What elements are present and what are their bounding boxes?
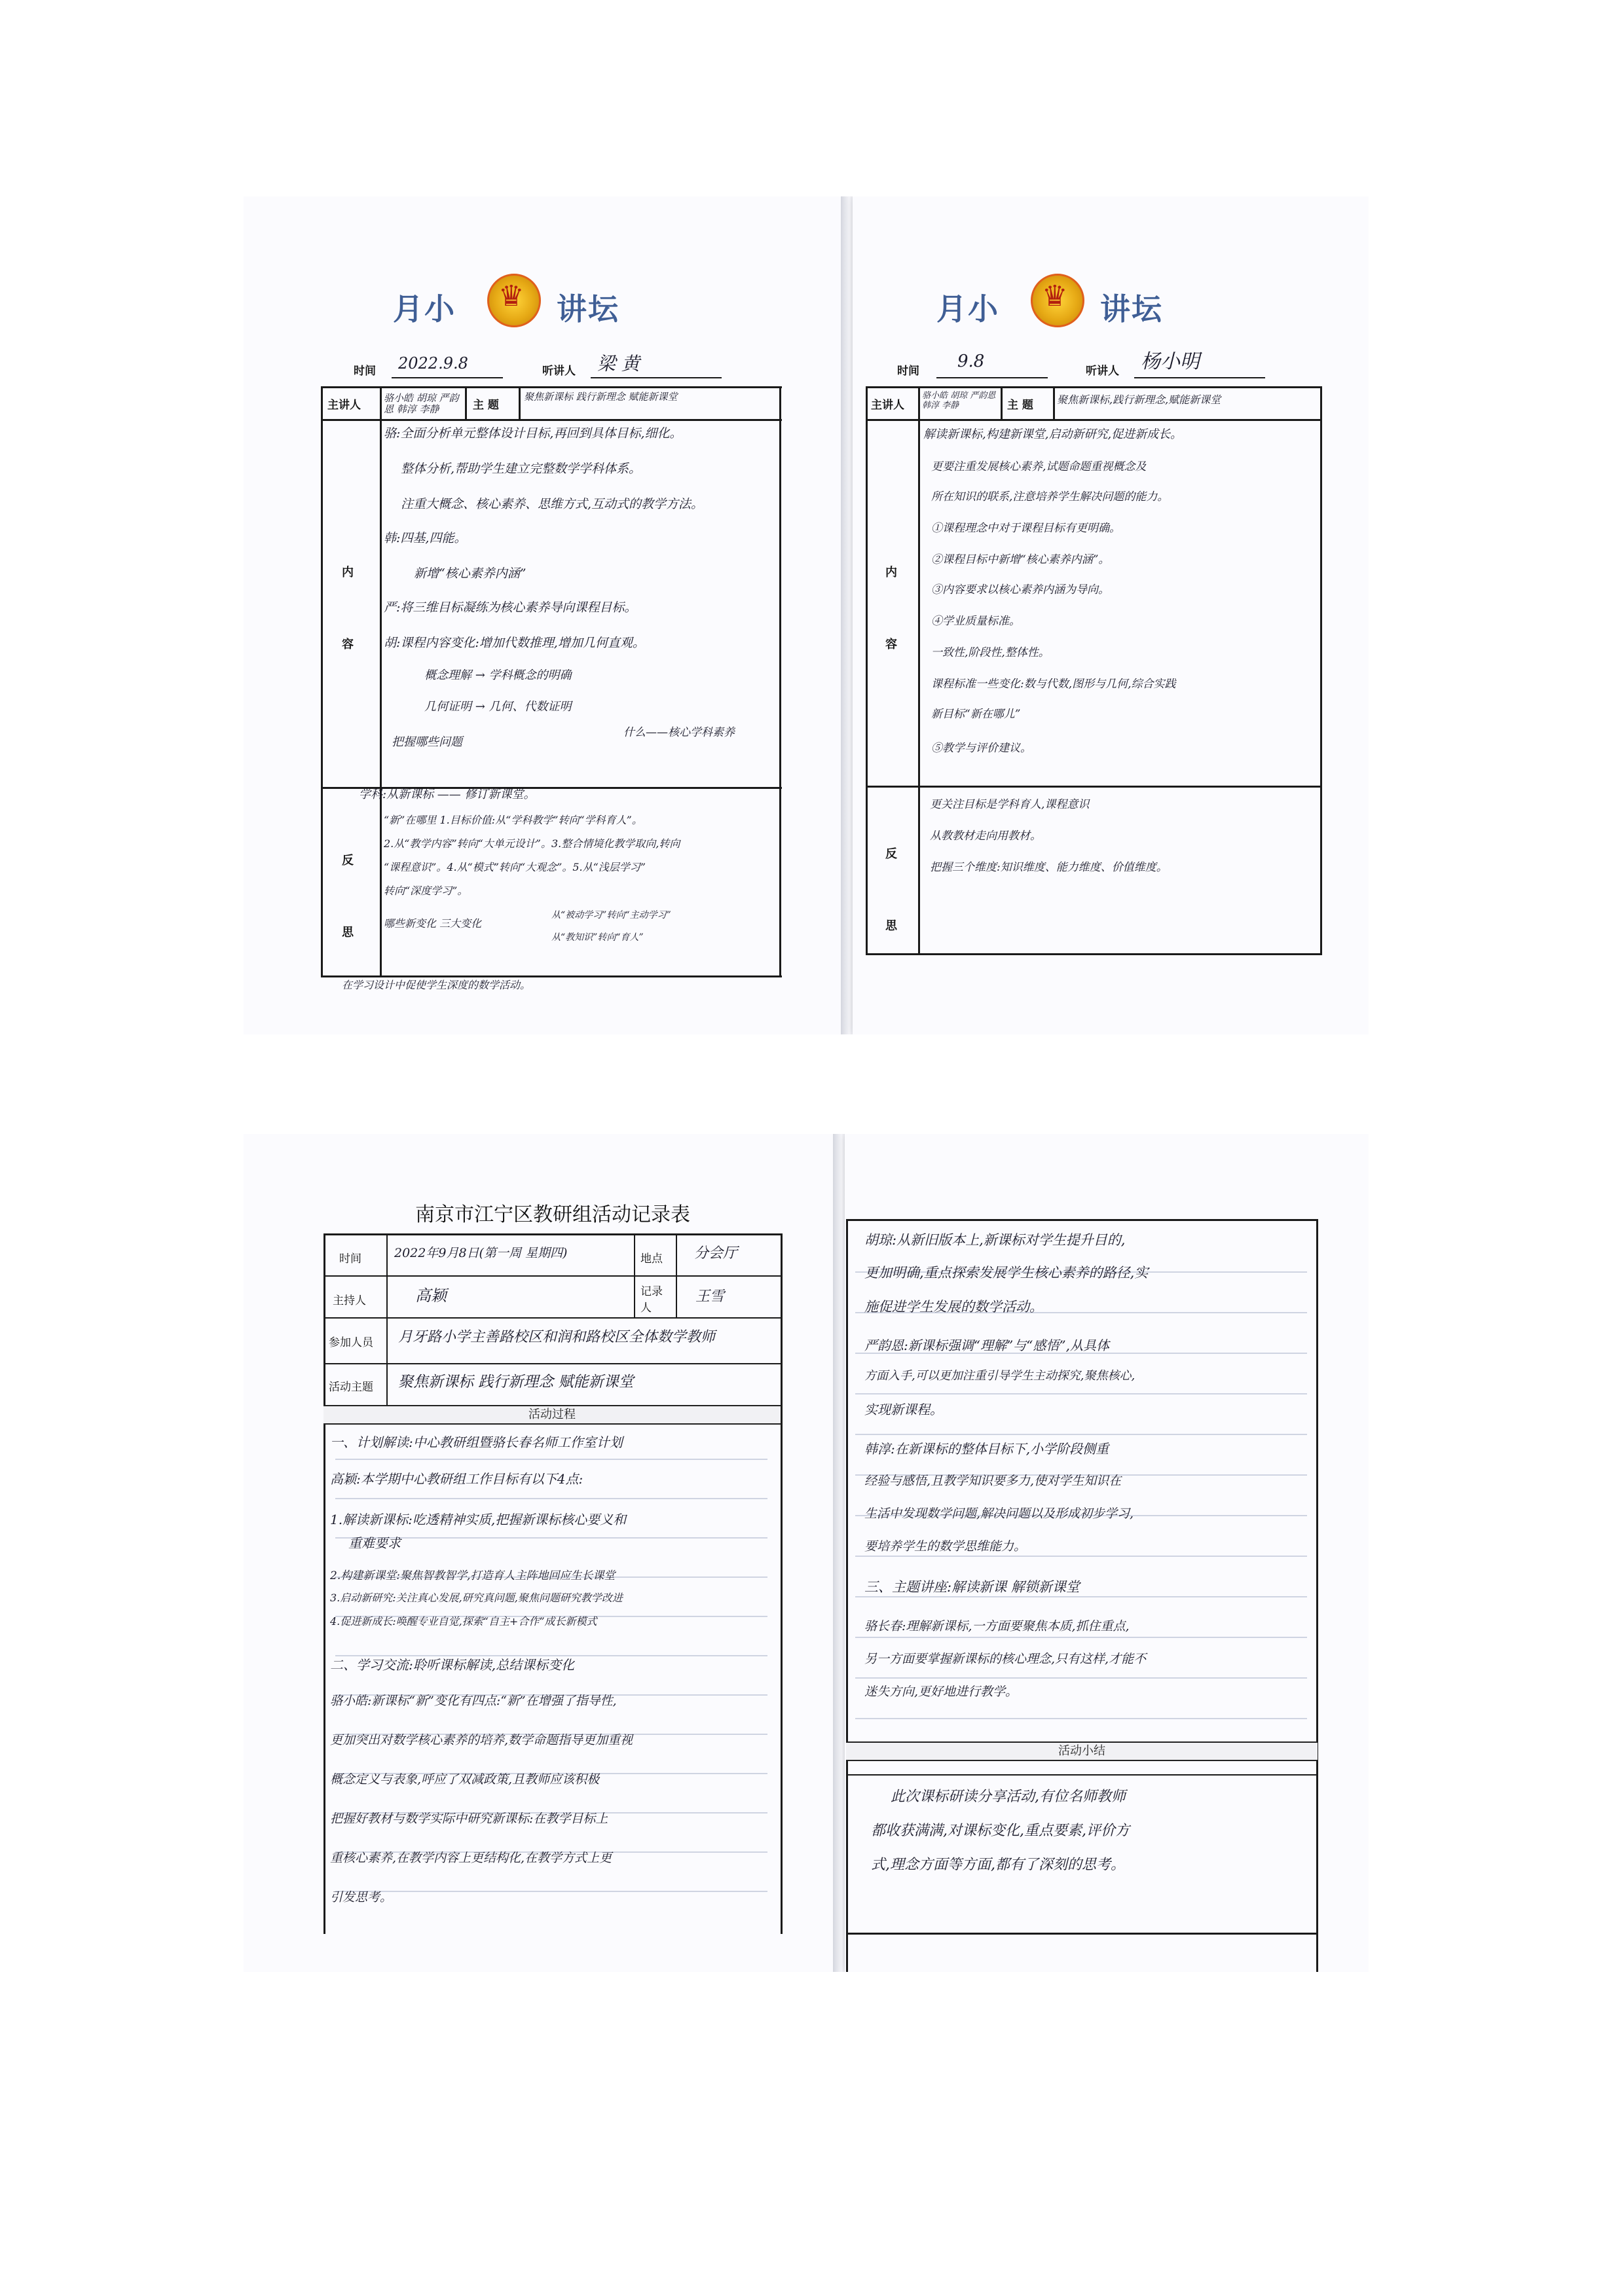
body-line-9: 要培养学生的数学思维能力。: [864, 1539, 1027, 1554]
left-content-line-2: 注重大概念、核心素养、思维方式,互动式的教学方法。: [401, 497, 704, 511]
summary-heading: 活动小结: [846, 1741, 1318, 1761]
left-reflection-line-4: 转向“深度学习”。: [384, 884, 468, 897]
form-theme-value: 聚焦新课标 践行新理念 赋能新课堂: [398, 1374, 634, 1391]
time-label-2: 时间: [897, 365, 919, 378]
speaker-value: 骆小皓 胡琼 严韵恩 韩淳 李静: [384, 392, 459, 416]
top-photo: [244, 196, 1369, 1034]
time-value-2: 9.8: [957, 352, 985, 371]
body-line-7: 经验与感悟,且教学知识要多力,使对学生知识在: [864, 1474, 1122, 1488]
time-label: 时间: [354, 365, 376, 378]
process-line-9: 更加突出对数学核心素养的培养,数学命题指导更加重视: [330, 1733, 633, 1747]
right-lecture-sheet: [853, 196, 1369, 1034]
body-line-1: 更加明确,重点探索发展学生核心素养的路径,实: [864, 1265, 1149, 1281]
school-logo-icon: [487, 274, 541, 327]
body-line-0: 胡琼:从新旧版本上,新课标对学生提升目的,: [864, 1232, 1126, 1248]
process-line-0: 一、计划解读:中心教研组暨骆长春名师工作室计划: [330, 1434, 623, 1450]
right-reflection-line-1: 从教教材走向用教材。: [930, 829, 1041, 843]
topic-value: 聚焦新课标 践行新理念 赋能新课堂: [524, 391, 678, 403]
bottom-photo: [244, 1134, 1369, 1972]
process-line-13: 引发思考。: [330, 1890, 393, 1904]
right-content-line-7: 一致性,阶段性,整体性。: [931, 646, 1050, 659]
right-content-line-6: ④学业质量标准。: [931, 615, 1020, 628]
content-label-2: 内容: [885, 566, 897, 651]
form-location-label: 地点: [640, 1252, 663, 1266]
process-line-6: 4.促进新成长:唤醒专业自觉,探索“自主+合作”成长新模式: [330, 1615, 597, 1628]
form-time-label: 时间: [339, 1252, 361, 1266]
right-reflection-line-0: 更关注目标是学科育人,课程意识: [930, 798, 1090, 811]
school-logo-icon-2: [1031, 274, 1084, 327]
listener-value-2: 杨小明: [1141, 350, 1200, 373]
process-line-8: 骆小皓:新课标“新”变化有四点:“新”在增强了指导性,: [330, 1694, 617, 1708]
process-line-7: 二、学习交流:聆听课标解读,总结课标变化: [330, 1657, 575, 1673]
brand-right-text-2: 讲坛: [1100, 291, 1163, 327]
process-line-11: 把握好教材与数学实际中研究新课标:在教学目标上: [330, 1812, 608, 1826]
left-content-line-9: 把握哪些问题: [392, 735, 462, 749]
process-line-12: 重核心素养,在教学内容上更结构化,在教学方式上更: [330, 1851, 612, 1865]
form-recorder-value: 王雪: [695, 1288, 725, 1305]
form-host-label: 主持人: [333, 1294, 366, 1307]
left-reflection-line-8: 在学习设计中促使学生深度的数学活动。: [342, 979, 531, 991]
process-heading: 活动过程: [323, 1405, 781, 1425]
summary-line-0: 此次课标研读分享活动,有位名师教师: [891, 1789, 1126, 1805]
body-line-8: 生活中发现数学问题,解决问题以及形成初步学习,: [864, 1506, 1134, 1521]
left-reflection-line-1: “新”在哪里 1.目标价值:从“学科教学”转向“学科育人”。: [384, 814, 642, 826]
right-content-line-8: 课程标准一些变化:数与代数,图形与几何,综合实践: [931, 678, 1176, 691]
speaker-label-2: 主讲人: [871, 399, 904, 412]
body-line-12: 另一方面要掌握新课标的核心理念,只有这样,才能不: [864, 1652, 1147, 1666]
form-participants-value: 月牙路小学主善路校区和润和路校区全体数学教师: [398, 1329, 716, 1345]
left-content-line-8: 几何证明 → 几何、代数证明: [424, 700, 572, 714]
record-form-continuation: [845, 1134, 1369, 1972]
listener-label-2: 听讲人: [1086, 365, 1119, 378]
body-line-5: 实现新课程。: [864, 1402, 943, 1417]
listener-value: 梁 黄: [597, 353, 640, 374]
left-lecture-sheet: [244, 196, 847, 1034]
left-content-line-6: 胡:课程内容变化:增加代数推理,增加几何直观。: [384, 636, 645, 650]
form-participants-label: 参加人员: [329, 1336, 373, 1349]
right-content-line-0: 解读新课标,构建新课堂,启动新研究,促进新成长。: [923, 428, 1183, 441]
content-label: 内容: [342, 566, 354, 651]
topic-label-2: 主 题: [1007, 399, 1033, 412]
right-content-line-4: ②课程目标中新增“核心素养内涵”。: [931, 553, 1110, 566]
brand-right-text: 讲坛: [557, 291, 619, 327]
time-value: 2022.9.8: [398, 354, 468, 373]
speaker-label: 主讲人: [327, 399, 361, 412]
record-form-sheet: [244, 1134, 841, 1972]
right-content-line-9: 新目标“新在哪儿”: [931, 708, 1021, 721]
reflection-label: 反思: [342, 854, 354, 939]
topic-value-2: 聚焦新课标,践行新理念,赋能新课堂: [1057, 393, 1221, 406]
form-title: 南京市江宁区教研组活动记录表: [415, 1203, 690, 1226]
process-line-1: 高颖:本学期中心教研组工作目标有以下4点:: [330, 1471, 583, 1487]
speaker-value-2: 骆小皓 胡琼 严韵恩 韩淳 李静: [922, 391, 996, 410]
body-line-3: 严韵恩:新课标强调“理解”与“感悟”,从具体: [864, 1338, 1109, 1353]
reflection-label-2: 反思: [885, 847, 897, 933]
form-recorder-label: 记录人: [640, 1285, 663, 1315]
summary-line-2: 式,理念方面等方面,都有了深刻的思考。: [871, 1857, 1125, 1873]
form-time-value: 2022年9月8日(第一周 星期四): [394, 1246, 568, 1260]
body-line-2: 施促进学生发展的数学活动。: [864, 1299, 1043, 1315]
form-theme-label: 活动主题: [329, 1381, 373, 1394]
form-host-value: 高颖: [415, 1286, 447, 1305]
right-reflection-line-2: 把握三个维度:知识维度、能力维度、价值维度。: [930, 861, 1168, 874]
listener-label: 听讲人: [542, 365, 576, 378]
process-line-5: 3.启动新研究:关注真心发展,研究真问题,聚焦问题研究教学改进: [330, 1592, 623, 1604]
left-reflection-line-3: “课程意识”。4.从“模式”转向“大观念”。5.从“浅层学习”: [384, 861, 646, 873]
summary-line-1: 都收获满满,对课标变化,重点要素,评价方: [871, 1823, 1130, 1839]
process-line-10: 概念定义与表象,呼应了双减政策,且教师应该积极: [330, 1772, 600, 1787]
body-line-6: 韩淳:在新课标的整体目标下,小学阶段侧重: [864, 1441, 1109, 1457]
left-content-line-0: 骆:全面分析单元整体设计目标,再回到具体目标,细化。: [384, 426, 682, 441]
topic-label: 主 题: [473, 399, 499, 412]
process-line-3: 重难要求: [348, 1535, 401, 1551]
process-line-4: 2.构建新课堂:聚焦智教智学,打造育人主阵地回应生长课堂: [330, 1569, 616, 1582]
body-line-10: 三、主题讲座:解读新课 解锁新课堂: [864, 1579, 1080, 1595]
left-content-line-7: 概念理解 → 学科概念的明确: [424, 668, 572, 682]
left-content-line-3: 韩:四基,四能。: [384, 531, 467, 545]
process-line-2: 1.解读新课标:吃透精神实质,把握新课标核心要义和: [330, 1512, 627, 1527]
left-content-line-5: 严:将三维目标凝练为核心素养导向课程目标。: [384, 600, 637, 615]
left-content-line-4: 新增“核心素养内涵”: [414, 566, 526, 581]
body-line-13: 迷失方向,更好地进行教学。: [864, 1685, 1018, 1699]
form-location-value: 分会厅: [694, 1245, 738, 1262]
right-content-line-3: ①课程理念中对于课程目标有更明确。: [931, 522, 1120, 535]
left-content-line-10: 什么——核心学科素养: [623, 726, 735, 739]
left-reflection-line-6: 从“被动学习”转向“主动学习”: [551, 910, 671, 920]
right-content-line-1: 更要注重发展核心素养,试题命题重视概念及: [931, 460, 1147, 473]
left-reflection-line-5: 哪些新变化 三大变化: [384, 917, 482, 930]
left-reflection-line-7: 从“教知识”转向“育人”: [551, 932, 644, 943]
right-content-line-2: 所在知识的联系,注意培养学生解决问题的能力。: [931, 490, 1169, 503]
brand-left-text-2: 月小: [936, 291, 999, 327]
left-content-line-1: 整体分析,帮助学生建立完整数学学科体系。: [401, 462, 642, 476]
brand-left-text: 月小: [393, 291, 456, 327]
left-reflection-line-2: 2.从“教学内容”转向“大单元设计”。3.整合情境化教学取向,转向: [384, 837, 680, 850]
left-reflection-line-0: 学科:从新课标 —— 修订新课堂。: [359, 788, 536, 801]
right-content-line-10: ⑤教学与评价建议。: [931, 742, 1031, 755]
body-line-11: 骆长春:理解新课标,一方面要聚焦本质,抓住重点,: [864, 1619, 1130, 1633]
right-content-line-5: ③内容要求以核心素养内涵为导向。: [931, 583, 1109, 596]
body-line-4: 方面入手,可以更加注重引导学生主动探究,聚焦核心,: [864, 1369, 1135, 1383]
